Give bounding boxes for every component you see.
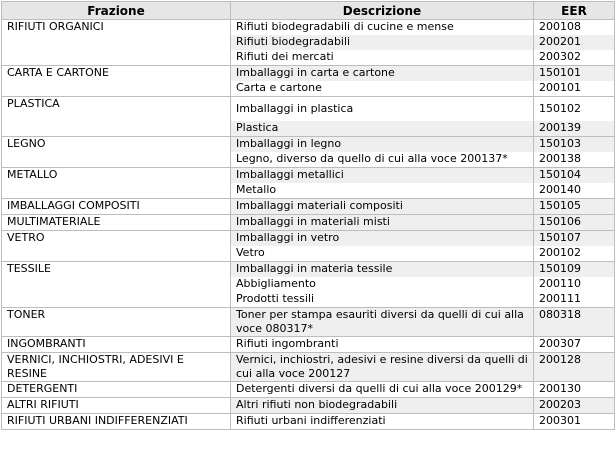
header-descrizione: Descrizione bbox=[231, 2, 534, 20]
frazione-cell: IMBALLAGGI COMPOSITI bbox=[2, 198, 231, 214]
frazione-cell: RIFIUTI URBANI INDIFFERENZIATI bbox=[2, 413, 231, 429]
table-row bbox=[2, 66, 615, 82]
eer-cell: 150104 bbox=[534, 167, 615, 183]
descrizione-cell: Rifiuti biodegradabili bbox=[231, 35, 534, 50]
header-frazione: Frazione bbox=[2, 2, 231, 20]
table-row bbox=[2, 230, 615, 246]
frazione-cell: PLASTICA bbox=[2, 97, 231, 137]
table-row bbox=[2, 214, 615, 230]
waste-codes-table bbox=[1, 1, 615, 430]
eer-cell: 200307 bbox=[534, 336, 615, 352]
table-row bbox=[2, 261, 615, 277]
eer-cell: 200301 bbox=[534, 413, 615, 429]
descrizione-cell: Vernici, inchiostri, adesivi e resine diversi da quelli di cui alla voce 200127 bbox=[231, 352, 534, 381]
table-row bbox=[2, 413, 615, 429]
descrizione-cell: Toner per stampa esauriti diversi da quelli di cui alla voce 080317* bbox=[231, 307, 534, 336]
eer-cell: 200302 bbox=[534, 50, 615, 66]
table-row bbox=[2, 381, 615, 397]
frazione-cell: TESSILE bbox=[2, 261, 231, 307]
eer-cell: 200201 bbox=[534, 35, 615, 50]
eer-cell: 200101 bbox=[534, 81, 615, 97]
descrizione-cell: Rifiuti urbani indifferenziati bbox=[231, 413, 534, 429]
descrizione-cell: Detergenti diversi da quelli di cui alla voce 200129* bbox=[231, 381, 534, 397]
descrizione-cell: Altri rifiuti non biodegradabili bbox=[231, 397, 534, 413]
descrizione-cell: Carta e cartone bbox=[231, 81, 534, 97]
frazione-cell: METALLO bbox=[2, 167, 231, 198]
table-row bbox=[2, 198, 615, 214]
frazione-cell: MULTIMATERIALE bbox=[2, 214, 231, 230]
eer-cell: 200140 bbox=[534, 183, 615, 199]
frazione-cell: INGOMBRANTI bbox=[2, 336, 231, 352]
frazione-cell: VERNICI, INCHIOSTRI, ADESIVI E RESINE bbox=[2, 352, 231, 381]
header-eer: EER bbox=[534, 2, 615, 20]
eer-cell: 080318 bbox=[534, 307, 615, 336]
eer-cell: 150106 bbox=[534, 214, 615, 230]
descrizione-cell: Imballaggi metallici bbox=[231, 167, 534, 183]
descrizione-cell: Legno, diverso da quello di cui alla voce 200137* bbox=[231, 152, 534, 168]
descrizione-cell: Imballaggi in carta e cartone bbox=[231, 66, 534, 82]
eer-cell: 150105 bbox=[534, 198, 615, 214]
eer-cell: 150109 bbox=[534, 261, 615, 277]
table-row bbox=[2, 136, 615, 152]
eer-cell: 150103 bbox=[534, 136, 615, 152]
eer-cell: 200138 bbox=[534, 152, 615, 168]
frazione-cell: TONER bbox=[2, 307, 231, 336]
eer-cell: 200128 bbox=[534, 352, 615, 381]
table-row bbox=[2, 336, 615, 352]
frazione-cell: DETERGENTI bbox=[2, 381, 231, 397]
descrizione-cell: Rifiuti ingombranti bbox=[231, 336, 534, 352]
eer-cell: 150102 bbox=[534, 97, 615, 121]
frazione-cell: CARTA E CARTONE bbox=[2, 66, 231, 97]
descrizione-cell: Imballaggi in legno bbox=[231, 136, 534, 152]
table-row bbox=[2, 167, 615, 183]
descrizione-cell: Prodotti tessili bbox=[231, 292, 534, 308]
eer-cell: 200130 bbox=[534, 381, 615, 397]
eer-cell: 200110 bbox=[534, 277, 615, 292]
table-row bbox=[2, 352, 615, 381]
frazione-cell: RIFIUTI ORGANICI bbox=[2, 20, 231, 66]
descrizione-cell: Imballaggi in materia tessile bbox=[231, 261, 534, 277]
eer-cell: 200102 bbox=[534, 246, 615, 262]
frazione-cell: ALTRI RIFIUTI bbox=[2, 397, 231, 413]
eer-cell: 200139 bbox=[534, 121, 615, 137]
descrizione-cell: Imballaggi in plastica bbox=[231, 97, 534, 121]
frazione-cell: VETRO bbox=[2, 230, 231, 261]
frazione-cell: LEGNO bbox=[2, 136, 231, 167]
table-row bbox=[2, 97, 615, 121]
descrizione-cell: Abbigliamento bbox=[231, 277, 534, 292]
eer-cell: 200108 bbox=[534, 20, 615, 36]
descrizione-cell: Imballaggi in vetro bbox=[231, 230, 534, 246]
eer-cell: 200111 bbox=[534, 292, 615, 308]
descrizione-cell: Imballaggi in materiali misti bbox=[231, 214, 534, 230]
eer-cell: 150107 bbox=[534, 230, 615, 246]
descrizione-cell: Imballaggi materiali compositi bbox=[231, 198, 534, 214]
table-row bbox=[2, 20, 615, 36]
eer-cell: 150101 bbox=[534, 66, 615, 82]
eer-cell: 200203 bbox=[534, 397, 615, 413]
descrizione-cell: Rifiuti biodegradabili di cucine e mense bbox=[231, 20, 534, 36]
descrizione-cell: Rifiuti dei mercati bbox=[231, 50, 534, 66]
table-row bbox=[2, 307, 615, 336]
descrizione-cell: Metallo bbox=[231, 183, 534, 199]
descrizione-cell: Plastica bbox=[231, 121, 534, 137]
table-body bbox=[2, 20, 615, 430]
table-row bbox=[2, 397, 615, 413]
header-row bbox=[2, 2, 615, 20]
descrizione-cell: Vetro bbox=[231, 246, 534, 262]
